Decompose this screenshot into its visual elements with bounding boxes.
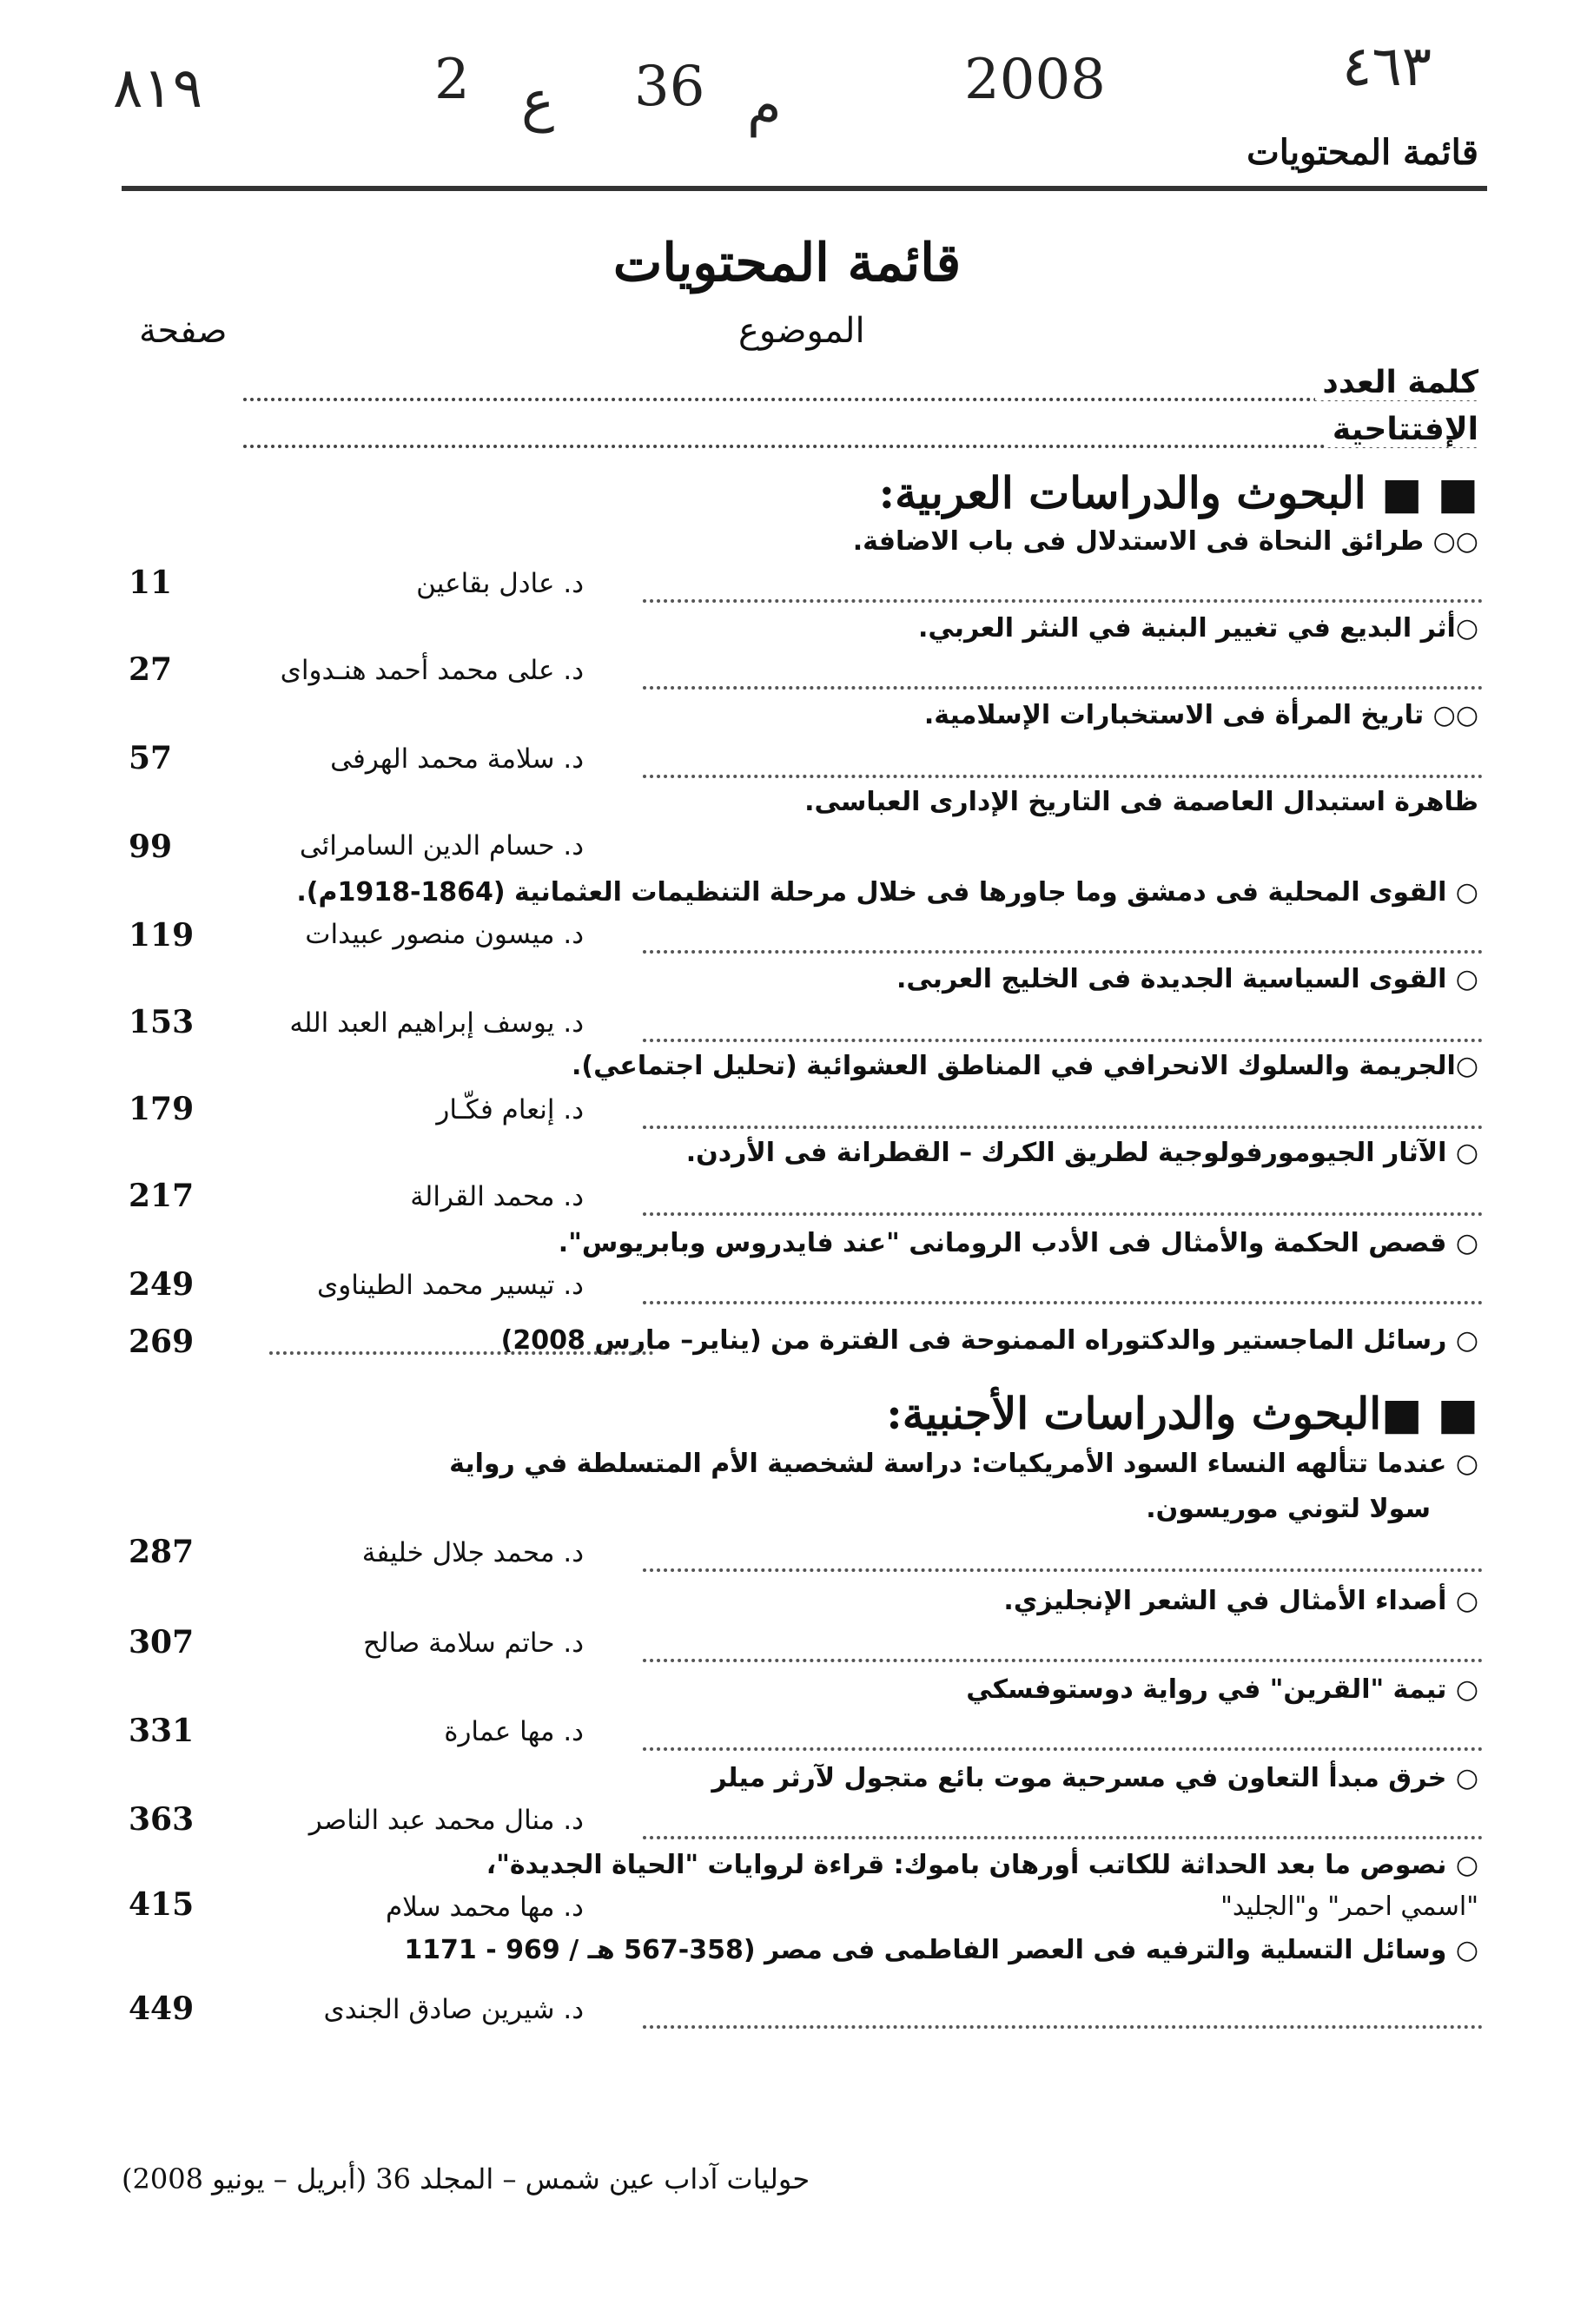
entry-title-continued: سولا لتوني موريسون.	[1146, 1494, 1431, 1524]
entry-author: د. عادل بقاعين	[416, 568, 584, 599]
entry-page-number: 119	[129, 917, 195, 954]
entry-author: د. حسام الدين السامرائى	[299, 830, 584, 862]
entry-title: ○○ تاريخ المرأة فى الاستخبارات الإسلامية.	[923, 700, 1478, 730]
entry-page-number: 11	[129, 564, 173, 601]
entry-author: د. منال محمد عبد الناصر	[308, 1805, 584, 1836]
dot-leader	[643, 775, 1483, 778]
dot-leader	[269, 1351, 653, 1355]
entry-title: ○○ طرائق النحاة فى الاستدلال فى باب الاضافة.	[852, 526, 1478, 557]
entry-page-number: 415	[129, 1886, 195, 1923]
entry-page-number: 249	[129, 1266, 195, 1303]
entry-author: د. محمد جلال خليفة	[361, 1537, 584, 1568]
entry-author: د. مها محمد سلام	[385, 1892, 584, 1923]
opening-label: كلمة العدد	[1315, 365, 1478, 400]
entry-page-number: 449	[129, 1991, 195, 2027]
dot-leader	[643, 1747, 1483, 1751]
entry-title: ○ تيمة "القرين" في رواية دوستوفسكي	[966, 1674, 1478, 1705]
entry-page-number: 99	[129, 829, 173, 865]
dot-leader	[643, 1568, 1483, 1572]
entry-title: ○ القوى السياسية الجديدة فى الخليج العربى.	[896, 964, 1478, 994]
entry-page-number: 307	[129, 1624, 195, 1660]
entry-title-continued: "اسمي احمر" و"الجليد"	[1220, 1892, 1478, 1922]
handwritten-note-2: 2	[434, 48, 470, 112]
entry-title: ○ نصوص ما بعد الحداثة للكاتب أورهان باموك: قراءة لروايات "الحياة الجديدة"،	[486, 1850, 1478, 1880]
entry-author: د. محمد القرالة	[410, 1181, 584, 1212]
dot-leader	[643, 686, 1483, 690]
dot-leader	[643, 2025, 1483, 2029]
entry-page-number: 57	[129, 740, 173, 776]
entry-author: د. حاتم سلامة صالح	[362, 1627, 584, 1659]
entry-author: د. سلامة محمد الهرفى	[330, 743, 584, 775]
arabic-section-heading: ■ ■ البحوث والدراسات العربية:	[878, 467, 1478, 518]
page-title: قائمة المحتويات	[612, 233, 962, 294]
entry-author: د. مها عمارة	[444, 1716, 584, 1747]
entry-title: ○ قصص الحكمة والأمثال فى الأدب الرومانى "عند فايدروس وبابريوس".	[558, 1228, 1478, 1258]
foreign-section-heading: ■ ■البحوث والدراسات الأجنبية:	[886, 1388, 1478, 1439]
entry-title: ○ رسائل الماجستير والدكتوراه الممنوحة فى الفترة من (يناير– مارس 2008)	[500, 1325, 1478, 1356]
running-header: قائمة المحتويات	[1247, 132, 1478, 173]
entry-title: ○ خرق مبدأ التعاون في مسرحية موت بائع متجول لآرثر ميلر	[711, 1763, 1478, 1793]
dot-leader	[643, 1301, 1483, 1304]
dot-leader	[643, 1836, 1483, 1839]
entry-title: ○ الآثار الجيومورفولوجية لطريق الكرك – القطرانة فى الأردن.	[685, 1138, 1478, 1168]
entry-title: ○أثر البديع في تغيير البنية في النثر العربي.	[917, 613, 1478, 644]
handwritten-note-year: 2008	[964, 48, 1106, 112]
dot-leader	[643, 599, 1483, 603]
handwritten-note-left: ٨١٩	[113, 56, 203, 121]
handwritten-note-ain: ع	[521, 69, 555, 134]
entry-page-number: 363	[129, 1801, 195, 1838]
dot-leader	[243, 445, 1478, 448]
entry-page-number: 27	[129, 651, 173, 688]
page-column-label: صفحة	[139, 311, 228, 351]
entry-author: د. على محمد أحمد هنـدواى	[280, 655, 584, 686]
header-rule	[122, 186, 1487, 191]
entry-author: د. إنعام فكّـار	[436, 1094, 584, 1126]
dot-leader	[643, 1659, 1483, 1662]
entry-title: ○ أصداء الأمثال في الشعر الإنجليزي.	[1003, 1586, 1478, 1616]
opening-item-editorial	[243, 412, 1478, 455]
handwritten-note-meem: م	[747, 74, 782, 138]
dot-leader	[643, 1212, 1483, 1216]
topic-column-label: الموضوع	[738, 311, 865, 351]
entry-title: ○الجريمة والسلوك الانحرافي في المناطق العشوائية (تحليل اجتماعي).	[571, 1051, 1478, 1081]
dot-leader	[243, 398, 1478, 401]
entry-author: د. يوسف إبراهيم العبد الله	[289, 1007, 584, 1039]
entry-author: د. شيرين صادق الجندى	[323, 1994, 584, 2025]
entry-page-number: 153	[129, 1004, 195, 1040]
dot-leader	[643, 1126, 1483, 1129]
entry-page-number: 287	[129, 1534, 195, 1570]
entry-page-number: 217	[129, 1178, 195, 1214]
entry-title: ○ وسائل التسلية والترفيه فى العصر الفاطمى فى مصر (358-567 هـ / 969 - 1171	[404, 1935, 1478, 1965]
page-footer: حوليات آداب عين شمس – المجلد 36 (أبريل – يونيو 2008)	[122, 2162, 810, 2195]
dot-leader	[643, 1039, 1483, 1042]
entry-page-number: 269	[129, 1324, 195, 1360]
handwritten-note-right: ٤٦٣	[1342, 35, 1432, 99]
dot-leader	[643, 950, 1483, 954]
entry-page-number: 331	[129, 1713, 195, 1749]
opening-item-issue-word	[243, 365, 1478, 408]
entry-author: د. تيسير محمد الطيناوى	[316, 1270, 584, 1301]
handwritten-note-36: 36	[634, 55, 705, 119]
entry-title: ○ عندما تتألهه النساء السود الأمريكيات: دراسة لشخصية الأم المتسلطة في رواية	[449, 1449, 1478, 1479]
entry-author: د. ميسون منصور عبيدات	[305, 919, 584, 950]
entry-page-number: 179	[129, 1091, 195, 1127]
entry-title: ظاهرة استبدال العاصمة فى التاريخ الإدارى العباسى.	[804, 787, 1478, 817]
entry-title: ○ القوى المحلية فى دمشق وما جاورها فى خلال مرحلة التنظيمات العثمانية (1864-1918م).	[296, 877, 1478, 908]
opening-label: الإفتتاحية	[1326, 412, 1478, 447]
